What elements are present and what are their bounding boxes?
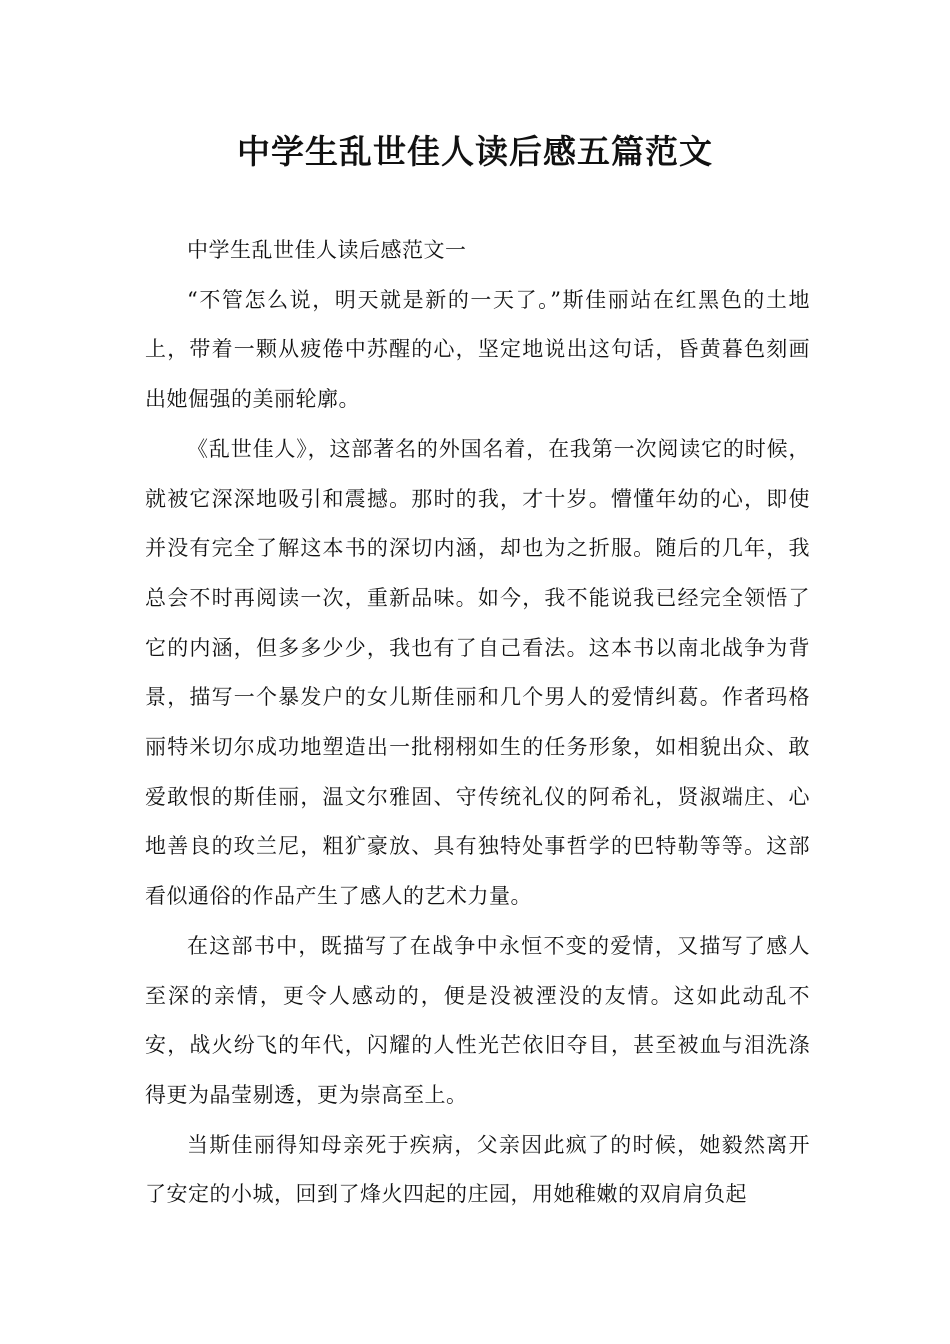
- document-body: [145, 226, 810, 1220]
- paragraph: “不管怎么说，明天就是新的一天了。”斯佳丽站在红黑色的土地上，带着一颗从疲倦中苏醒的心，坚定地说出这句话，昏黄暮色刻画出她倔强的美丽轮廓。: [145, 287, 810, 412]
- paragraph: 当斯佳丽得知母亲死于疾病，父亲因此疯了的时候，她毅然离开了安定的小城，回到了烽火四起的庄园，用她稚嫩的双肩肩负起: [145, 1132, 810, 1207]
- document-title: 中学生乱世佳人读后感五篇范文: [237, 132, 713, 171]
- paragraph: 《乱世佳人》，这部著名的外国名着，在我第一次阅读它的时候，就被它深深地吸引和震撼。那时的我，才十岁。懵懂年幼的心，即使并没有完全了解这本书的深切内涵，却也为之折服。随后的几年，我总会不时再阅读一次，重新品味。如今，我不能说我已经完全领悟了它的内涵，但多多少少，我也有了自己看法。这本书以南北战争为背景，描写一个暴发户的女儿斯佳丽和几个男人的爱情纠葛。作者玛格丽特米切尔成功地塑造出一批栩栩如生的任务形象，如相貌出众、敢爱敢恨的斯佳丽，温文尔雅固、守传统礼仪的阿希礼，贤淑端庄、心地善良的玫兰尼，粗犷豪放、具有独特处事哲学的巴特勒等等。这部看似通俗的作品产生了感人的艺术力量。: [145, 436, 810, 909]
- paragraph: 在这部书中，既描写了在战争中永恒不变的爱情，又描写了感人至深的亲情，更令人感动的，便是没被湮没的友情。这如此动乱不安，战火纷飞的年代，闪耀的人性光芒依旧夺目，甚至被血与泪洗涤得更为晶莹剔透，更为崇高至上。: [145, 933, 810, 1107]
- section-heading: 中学生乱世佳人读后感范文一: [187, 238, 467, 262]
